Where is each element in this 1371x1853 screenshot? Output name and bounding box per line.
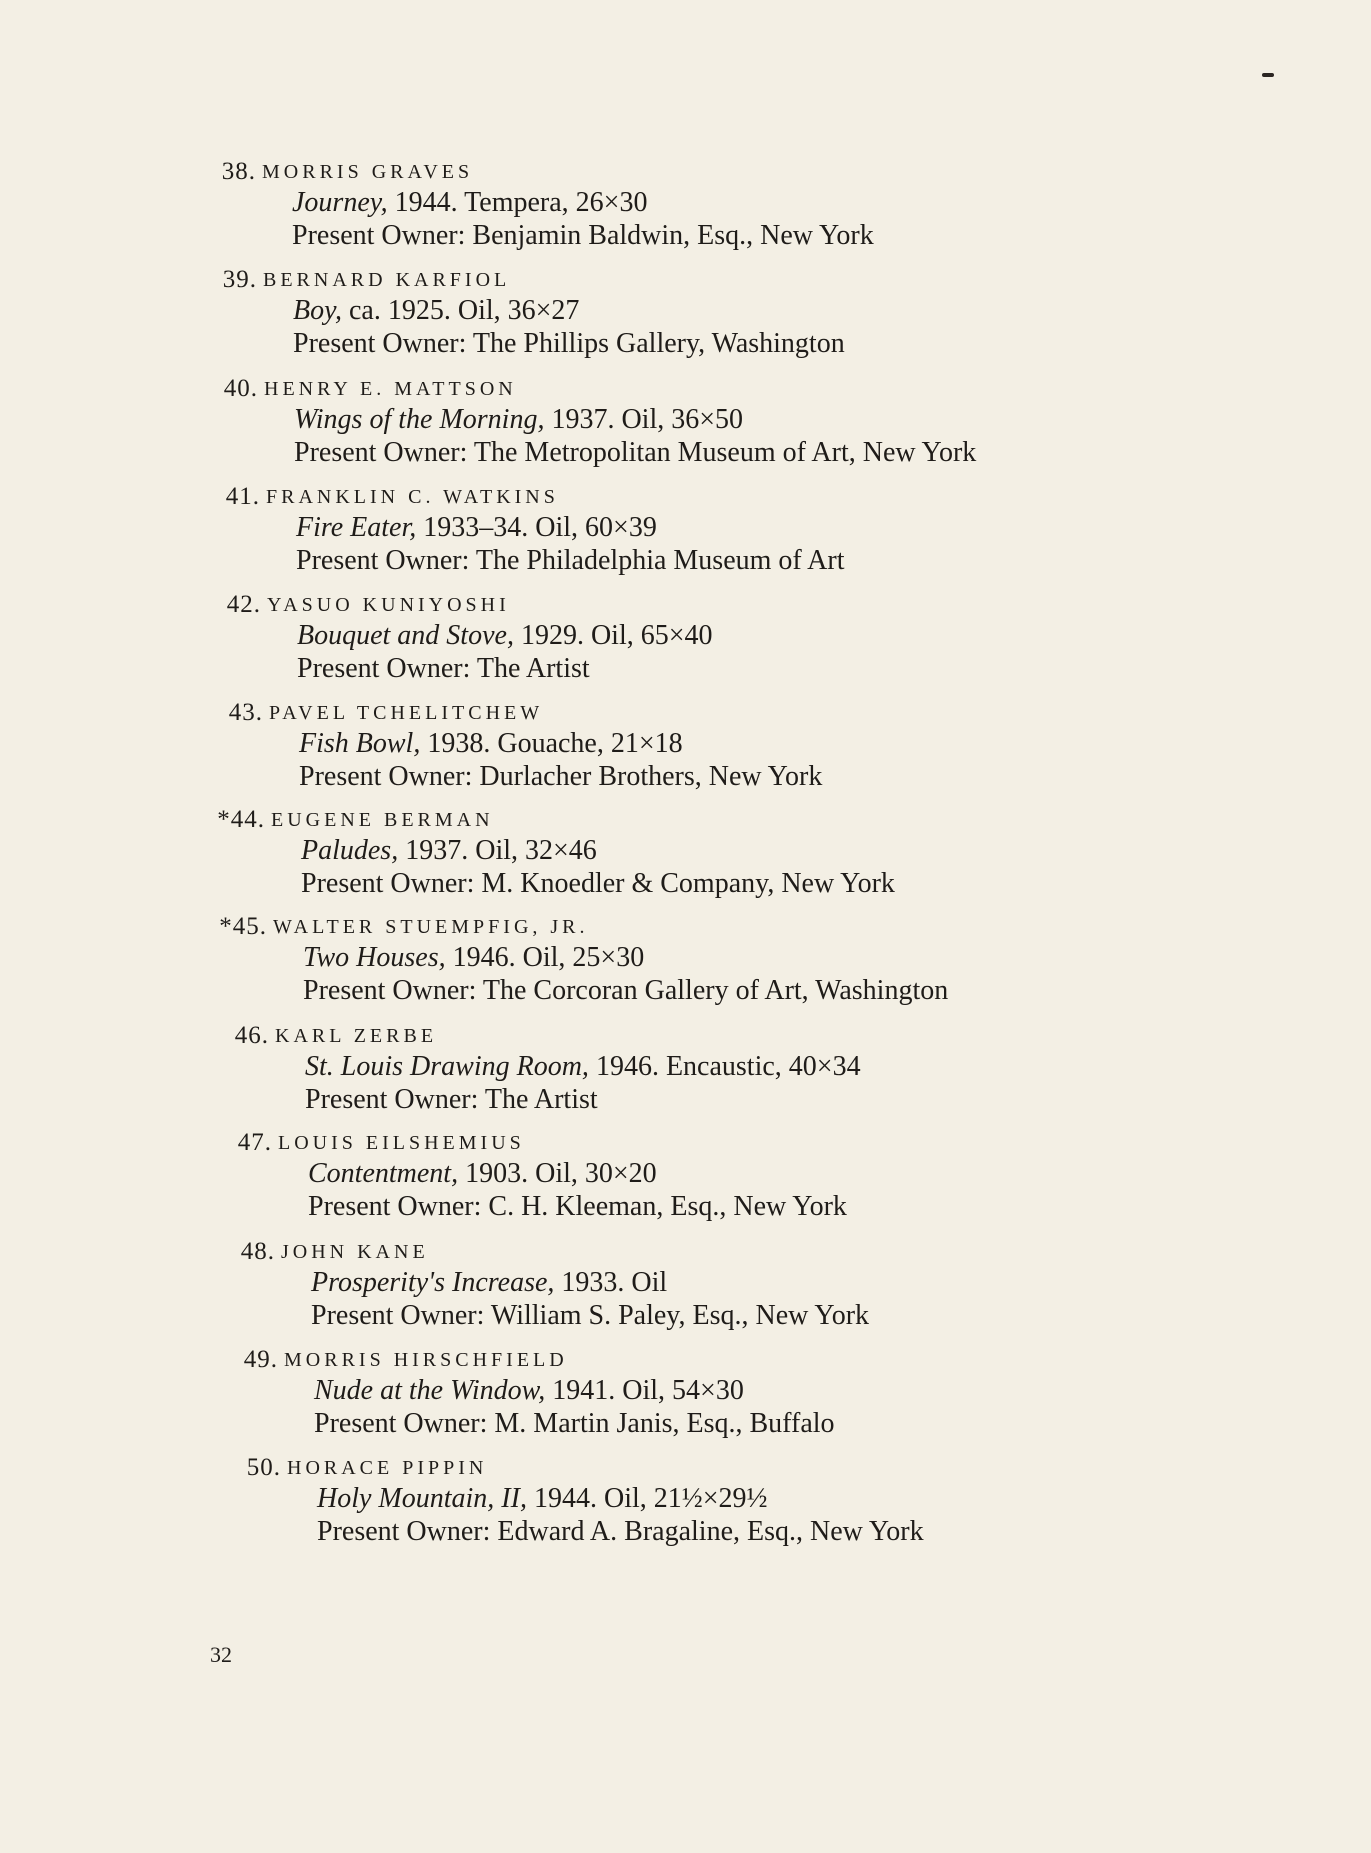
work-line: [297, 619, 1247, 652]
work-line: [308, 1157, 1258, 1190]
present-owner: Present Owner: Benjamin Baldwin, Esq., New York: [292, 220, 874, 251]
catalog-entry-41: [225, 483, 1246, 577]
present-owner: Present Owner: The Phillips Gallery, Washington: [293, 328, 845, 359]
work-details: 1937. Oil, 36×50: [544, 404, 744, 435]
artist-name: MORRIS HIRSCHFIELD: [284, 1349, 568, 1371]
present-owner: Present Owner: Durlacher Brothers, New York: [299, 761, 823, 792]
work-line: [303, 941, 1253, 974]
artist-name: JOHN KANE: [281, 1241, 429, 1263]
present-owner: Present Owner: Edward A. Bragaline, Esq., New York: [317, 1516, 924, 1547]
artist-name: HENRY E. MATTSON: [264, 378, 517, 400]
work-title: Two Houses,: [303, 942, 446, 973]
entry-number: *44.: [217, 806, 265, 833]
catalog-entry-39: [222, 266, 1243, 360]
work-details: 1903. Oil, 30×20: [458, 1158, 657, 1189]
catalog-entry-44: [217, 806, 1251, 900]
catalog-entry-45: [219, 913, 1253, 1007]
work-line: [311, 1266, 1261, 1299]
artist-name: WALTER STUEMPFIG, JR.: [273, 916, 589, 938]
work-details: 1946. Oil, 25×30: [445, 942, 645, 973]
work-line: [292, 186, 1242, 219]
work-title: Journey,: [292, 187, 388, 218]
artist-name: BERNARD KARFIOL: [263, 269, 511, 291]
work-line: [314, 1374, 1264, 1407]
work-line: [296, 511, 1246, 544]
entry-number: 39.: [222, 266, 257, 293]
present-owner: Present Owner: The Artist: [297, 653, 590, 684]
catalog-entry-46: [234, 1022, 1255, 1116]
work-line: [317, 1482, 1267, 1515]
work-title: Nude at the Window,: [314, 1375, 546, 1406]
entry-number: 49.: [243, 1346, 278, 1373]
work-title: Paludes,: [301, 835, 399, 866]
present-owner: Present Owner: C. H. Kleeman, Esq., New York: [308, 1191, 847, 1222]
catalog-entry-49: [243, 1346, 1264, 1440]
page-number: 32: [210, 1642, 232, 1667]
catalog-entry-43: [228, 699, 1249, 793]
entry-number: 38.: [221, 158, 256, 185]
present-owner: Present Owner: The Metropolitan Museum of Art, New York: [294, 437, 977, 468]
work-title: Prosperity's Increase,: [311, 1267, 555, 1298]
work-details: 1937. Oil, 32×46: [398, 835, 597, 866]
present-owner: Present Owner: The Philadelphia Museum of Art: [296, 545, 845, 576]
entry-number: 48.: [240, 1238, 275, 1265]
work-details: 1933–34. Oil, 60×39: [416, 512, 657, 543]
catalog-entry-47: [237, 1129, 1258, 1223]
artist-name: EUGENE BERMAN: [271, 809, 494, 831]
ink-mark: [1262, 73, 1274, 77]
catalog-entry-48: [240, 1238, 1261, 1332]
entry-number: *45.: [219, 913, 267, 940]
catalog-entry-42: [226, 591, 1247, 685]
work-title: Boy,: [293, 295, 342, 326]
present-owner: Present Owner: M. Martin Janis, Esq., Buffalo: [314, 1408, 835, 1439]
work-title: Contentment,: [308, 1158, 459, 1189]
entry-number: 46.: [234, 1022, 269, 1049]
work-line: [305, 1050, 1255, 1083]
artist-name: MORRIS GRAVES: [262, 161, 474, 183]
artist-name: KARL ZERBE: [275, 1025, 438, 1047]
work-details: 1929. Oil, 65×40: [513, 620, 713, 651]
work-details: 1944. Oil, 21½×29½: [526, 1483, 768, 1514]
work-details: 1944. Tempera, 26×30: [387, 187, 648, 218]
artist-name: YASUO KUNIYOSHI: [267, 594, 510, 616]
entry-number: 42.: [226, 591, 261, 618]
artist-name: LOUIS EILSHEMIUS: [278, 1132, 525, 1154]
work-title: Fire Eater,: [296, 512, 417, 543]
work-details: 1941. Oil, 54×30: [545, 1375, 744, 1406]
work-line: [301, 834, 1251, 867]
entry-number: 41.: [225, 483, 260, 510]
work-line: [294, 403, 1244, 436]
work-title: Holy Mountain, II,: [317, 1483, 527, 1514]
entry-number: 40.: [223, 375, 258, 402]
work-line: [293, 294, 1243, 327]
catalog-entry-40: [223, 375, 1244, 469]
catalog-entry-50: [246, 1454, 1267, 1548]
catalog-entry-38: [221, 158, 1242, 252]
work-details: 1933. Oil: [554, 1267, 668, 1298]
artist-name: PAVEL TCHELITCHEW: [269, 702, 544, 724]
work-details: 1946. Encaustic, 40×34: [588, 1051, 861, 1082]
entry-number: 50.: [246, 1454, 281, 1481]
artist-name: HORACE PIPPIN: [287, 1457, 488, 1479]
work-title: Fish Bowl,: [299, 728, 421, 759]
present-owner: Present Owner: The Artist: [305, 1084, 598, 1115]
work-title: Bouquet and Stove,: [297, 620, 514, 651]
present-owner: Present Owner: William S. Paley, Esq., New York: [311, 1300, 870, 1331]
entry-number: 47.: [237, 1129, 272, 1156]
work-title: St. Louis Drawing Room,: [305, 1051, 589, 1082]
work-details: ca. 1925. Oil, 36×27: [342, 295, 580, 326]
present-owner: Present Owner: M. Knoedler & Company, New York: [301, 868, 895, 899]
present-owner: Present Owner: The Corcoran Gallery of Art, Washington: [303, 975, 949, 1006]
artist-name: FRANKLIN C. WATKINS: [266, 486, 559, 508]
work-details: 1938. Gouache, 21×18: [420, 728, 683, 759]
work-line: [299, 727, 1249, 760]
work-title: Wings of the Morning,: [294, 404, 545, 435]
entry-number: 43.: [228, 699, 263, 726]
